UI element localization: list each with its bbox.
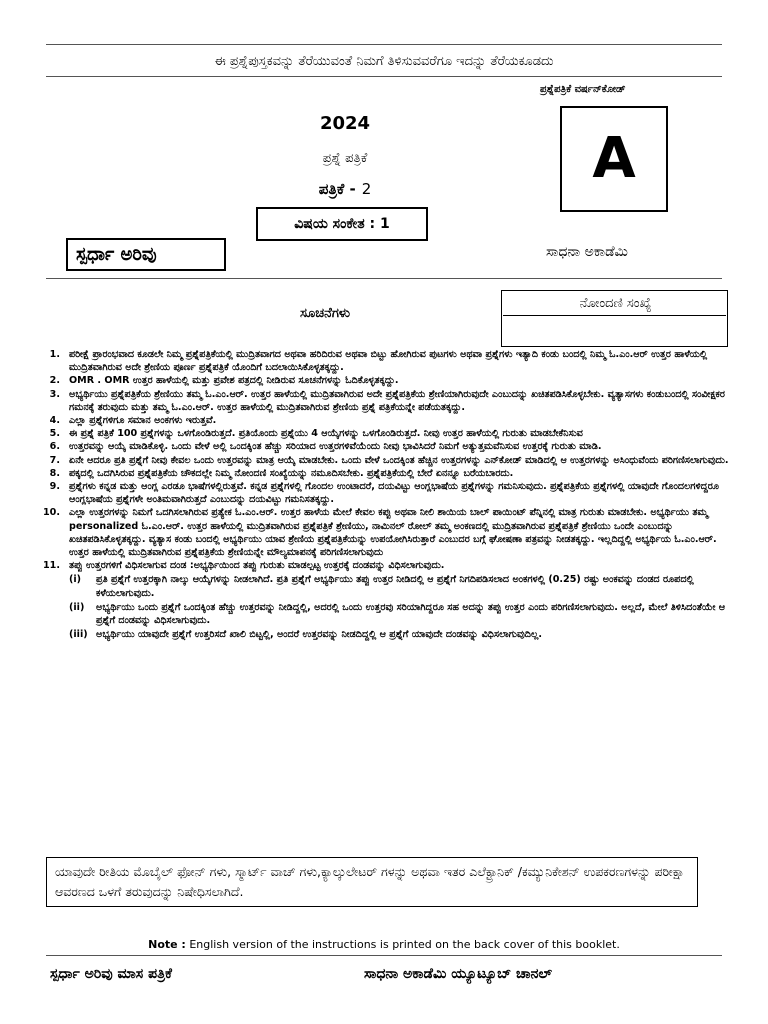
sub-instruction-number: (i) — [69, 574, 82, 586]
instruction-number: 4. — [49, 415, 60, 427]
instruction-item — [40, 454, 730, 467]
paper-number-value: 2 — [361, 180, 372, 198]
series-code-label: ಪ್ರಶ್ನೆಪತ್ರಿಕೆ ವರ್ಷನ್‌ಕೋಡ್ — [540, 84, 626, 95]
paper-label: ಪತ್ರಿಕೆ - — [318, 180, 356, 198]
instruction-item — [40, 427, 730, 440]
instruction-item — [40, 388, 730, 414]
series-code-box: A — [560, 106, 668, 212]
instruction-item — [40, 480, 730, 506]
sub-instruction-text: ಅಭ್ಯರ್ಥಿಯು ಒಂದು ಪ್ರಶ್ನೆಗೆ ಒಂದಕ್ಕಿಂತ ಹೆಚ್ಚು ಉತ್ತರವನ್ನು ನೀಡಿದ್ದಲ್ಲಿ, ಅದರಲ್ಲಿ ಒಂದು ಉತ್ತರವು ಸರಿಯಾಗಿದ್ದರೂ ಸಹ ಅದನ್ನು ತಪ್ಪು ಉತ್ತರ ಎಂದು ಪರಿಗಣಿಸಲಾಗುವುದು. ಅಲ್ಲದೆ, ಮೇಲೆ ತಿಳಿಸಿದಂತೆಯೇ ಆ ಪ್ರಶ್ನೆಗೆ ದಂಡವನ್ನು ವಿಧಿಸಲಾಗುವುದು. — [96, 601, 726, 627]
electronic-devices-notice: ಯಾವುದೇ ರೀತಿಯ ಮೊಬೈಲ್ ಫೋನ್ ಗಳು, ಸ್ಮಾರ್ಟ್ ವಾಚ್ ಗಳು,ಕ್ಯಾಲ್ಕುಲೇಟರ್ ಗಳನ್ನು ಅಥವಾ ಇತರ ಎಲೆಕ್ಟ್ರಾನಿಕ್ /ಕಮ್ಯುನಿಕೇಶನ್ ಉಪಕರಣಗಳನ್ನು ಪರೀಕ್ಷಾ ಆವರಣದ ಒಳಗೆ ತರುವುದನ್ನು ನಿಷೇಧಿಸಲಾಗಿದೆ. — [46, 857, 698, 907]
instruction-number: 9. — [49, 481, 60, 493]
instruction-number: 6. — [49, 441, 60, 453]
sub-instruction-number: (ii) — [69, 601, 85, 613]
english-version-note — [0, 938, 768, 951]
do-not-open-warning: ಈ ಪ್ರಶ್ನೆಪುಸ್ತಕವನ್ನು ತೆರೆಯುವಂತೆ ನಿಮಗೆ ತಿಳಿಸುವವರೆಗೂ ಇದನ್ನು ತೆರೆಯಕೂಡದು — [214, 54, 554, 69]
instruction-text: ಎಲ್ಲಾ ಉತ್ತರಗಳನ್ನು ನಿಮಗೆ ಒದಗಿಸಲಾಗಿರುವ ಪ್ರತ್ಯೇಕ ಓ.ಎಂ.ಆರ್. ಉತ್ತರ ಹಾಳೆಯ ಮೇಲೆ ಕೇವಲ ಕಪ್ಪು ಅಥವಾ ನೀಲಿ ಶಾಯಿಯ ಬಾಲ್ ಪಾಯಿಂಟ್ ಪೆನ್ನಿನಲ್ಲಿ ಮಾತ್ರ ಗುರುತು ಮಾಡಬೇಕು. ಅಭ್ಯರ್ಥಿಯು ತಮ್ಮ personalized ಓ.ಎಂ.ಆರ್. ಉತ್ತರ ಹಾಳೆಯಲ್ಲಿ ಮುದ್ರಿತವಾಗಿರುವ ಪ್ರಶ್ನೆಪತ್ರಿಕೆ ಶ್ರೇಣಿಯು, ನಾಮಿನಲ್ ರೋಲ್ ತಮ್ಮ ಅಂಕಣದಲ್ಲಿ ಮುದ್ರಿತವಾಗಿರುವ ಪ್ರಶ್ನೆಪತ್ರಿಕೆ ಶ್ರೇಣಿಯು ಒಂದೇ ಎಂಬುದನ್ನು ಖಚಿತಪಡಿಸಿಕೊಳ್ಳತಕ್ಕದ್ದು. ವ್ಯತ್ಯಾಸ ಕಂಡು ಬಂದಲ್ಲಿ ಅಭ್ಯರ್ಥಿಯು ಯಾವ ಶ್ರೇಣಿಯ ಪ್ರಶ್ನೆಪತ್ರಿಕೆಯನ್ನು ಉಪಯೋಗಿಸಿರುತ್ತಾರೆ ಎಂಬುದರ ಬಗ್ಗೆ ಘೋಷಣಾ ಪತ್ರವನ್ನು ನೀಡತಕ್ಕದ್ದು. ಇಲ್ಲದಿದ್ದಲ್ಲಿ ಅಭ್ಯರ್ಥಿಯ ಓ.ಎಂ.ಆರ್. ಉತ್ತರ ಹಾಳೆಯಲ್ಲಿ ಮುದ್ರಿತವಾಗಿರುವ ಪ್ರಶ್ನೆಪತ್ರಿಕೆಯ ಶ್ರೇಣಿಯನ್ನೇ ಮೌಲ್ಯಮಾಪನಕ್ಕೆ ಪರಿಗಣಿಸಲಾಗುವುದು — [69, 507, 717, 559]
instruction-text: ಉತ್ತರವನ್ನು ಆಯ್ಕೆ ಮಾಡಿಕೊಳ್ಳಿ. ಒಂದು ವೇಳೆ ಅಲ್ಲಿ ಒಂದಕ್ಕಿಂತ ಹೆಚ್ಚು ಸರಿಯಾದ ಉತ್ತರಗಳಿವೆಯೆಂದು ನೀವು ಭಾವಿಸಿದರೆ ನಿಮಗೆ ಅತ್ಯುತ್ತಮವೆನಿಸುವ ಉತ್ತರಕ್ಕೆ ಗುರುತು ಮಾಡಿ. — [69, 441, 602, 453]
academy-name: ಸಾಧನಾ ಅಕಾಡೆಮಿ — [546, 244, 628, 260]
top-rule-2 — [46, 76, 722, 77]
sub-instruction-text: ಅಭ್ಯರ್ಥಿಯು ಯಾವುದೇ ಪ್ರಶ್ನೆಗೆ ಉತ್ತರಿಸದೆ ಖಾಲಿ ಬಿಟ್ಟಲ್ಲಿ, ಅಂದರೆ ಉತ್ತರವನ್ನು ನೀಡದಿದ್ದಲ್ಲಿ ಆ ಪ್ರಶ್ನೆಗೆ ಯಾವುದೇ ದಂಡವನ್ನು ವಿಧಿಸಲಾಗುವುದಿಲ್ಲ. — [96, 629, 542, 641]
instruction-number: 2. — [49, 375, 60, 387]
instruction-item — [40, 374, 730, 387]
instruction-item — [40, 414, 730, 427]
instruction-number: 5. — [49, 428, 60, 440]
instruction-text: ಅಭ್ಯರ್ಥಿಯು ಪ್ರಶ್ನೆಪತ್ರಿಕೆಯ ಶ್ರೇಣಿಯು ತಮ್ಮ ಓ.ಎಂ.ಆರ್. ಉತ್ತರ ಹಾಳೆಯಲ್ಲಿ ಮುದ್ರಿತವಾಗಿರುವ ಅದೇ ಪ್ರಶ್ನೆಪತ್ರಿಕೆಯ ಶ್ರೇಣಿಯಾಗಿರುವುದೇ ಎಂಬುದನ್ನು ಖಚಿತಪಡಿಸಿಕೊಳ್ಳಬೇಕು. ವ್ಯತ್ಯಾಸಗಳು ಕಂಡುಬಂದಲ್ಲಿ ಸಂವೀಕ್ಷಕರ ಗಮನಕ್ಕೆ ತರುವುದು ಮತ್ತು ತಮ್ಮ ಓ.ಎಂ.ಆರ್. ಉತ್ತರ ಹಾಳೆಯಲ್ಲಿ ಮುದ್ರಿತವಾಗಿರುವ ಶ್ರೇಣಿಯ ಪ್ರಶ್ನೆ ಪತ್ರಿಕೆಯನ್ನೇ ಪಡೆಯತಕ್ಕದ್ದು. — [69, 388, 725, 413]
instruction-item — [40, 467, 730, 480]
header-divider — [46, 278, 722, 279]
instruction-text: ಈ ಪ್ರಶ್ನೆ ಪತ್ರಿಕೆ 100 ಪ್ರಶ್ನೆಗಳನ್ನು ಒಳಗೊಂಡಿರುತ್ತದೆ. ಪ್ರತಿಯೊಂದು ಪ್ರಶ್ನೆಯು 4 ಆಯ್ಕೆಗಳನ್ನು ಒಳಗೊಂಡಿರುತ್ತದೆ. ನೀವು ಉತ್ತರ ಹಾಳೆಯಲ್ಲಿ ಗುರುತು ಮಾಡಬೇಕೆನಿಸುವ — [69, 428, 583, 440]
instruction-number: 3. — [49, 388, 60, 400]
brand-box: ಸ್ಪರ್ಧಾ ಅರಿವು — [66, 238, 226, 271]
footer-magazine-name: ಸ್ಪರ್ಧಾ ಅರಿವು ಮಾಸ ಪತ್ರಿಕೆ — [50, 966, 172, 982]
sub-instruction-item — [40, 573, 730, 599]
instruction-number: 8. — [49, 467, 60, 479]
sub-instruction-text: ಪ್ರತಿ ಪ್ರಶ್ನೆಗೆ ಉತ್ತರಕ್ಕಾಗಿ ನಾಲ್ಕು ಆಯ್ಕೆಗಳನ್ನು ನೀಡಲಾಗಿದೆ. ಪ್ರತಿ ಪ್ರಶ್ನೆಗೆ ಅಭ್ಯರ್ಥಿಯು ತಪ್ಪು ಉತ್ತರ ನೀಡಿದಲ್ಲಿ ಆ ಪ್ರಶ್ನೆಗೆ ನಿಗದಿಪಡಿಸಲಾದ ಅಂಕಗಳಲ್ಲಿ (0.25) ರಷ್ಟು ಅಂಕವನ್ನು ದಂಡದ ರೂಪದಲ್ಲಿ ಕಳೆಯಲಾಗುವುದು. — [96, 574, 694, 599]
instruction-number: 7. — [49, 454, 60, 466]
question-paper-title: ಪ್ರಶ್ನೆ ಪತ್ರಿಕೆ — [322, 151, 368, 166]
instruction-item — [40, 440, 730, 453]
registration-label: ನೋಂದಣಿ ಸಂಖ್ಯೆ — [579, 296, 652, 311]
instruction-item — [40, 348, 730, 374]
instruction-text: ಪಕ್ಕದಲ್ಲಿ ಒದಗಿಸಿರುವ ಪ್ರಶ್ನೆಪತ್ರಿಕೆಯ ಚೌಕದಲ್ಲೇ ನಿಮ್ಮ ನೋಂದಣಿ ಸಂಖ್ಯೆಯನ್ನು ನಮೂದಿಸಬೇಕು. ಪ್ರಶ್ನೆಪತ್ರಿಕೆಯಲ್ಲಿ ಬೇರೆ ಏನನ್ನೂ ಬರೆಯಬಾರದು. — [69, 467, 514, 479]
instructions-list — [40, 348, 730, 641]
note-label: Note : — [148, 938, 186, 951]
exam-year: 2024 — [319, 113, 371, 134]
instruction-item — [40, 506, 730, 559]
instruction-number: 11. — [43, 560, 60, 572]
footer-rule — [46, 955, 722, 956]
sub-instruction-item — [40, 601, 730, 627]
subject-code-box: ವಿಷಯ ಸಂಕೇತ : 1 — [256, 207, 428, 241]
instruction-text: OMR . OMR ಉತ್ತರ ಹಾಳೆಯಲ್ಲಿ ಮತ್ತು ಪ್ರವೇಶ ಪತ್ರದಲ್ಲಿ ನೀಡಿರುವ ಸೂಚನೆಗಳನ್ನು ಓದಿಕೊಳ್ಳತಕ್ಕದ್ದು. — [69, 375, 399, 387]
instruction-text: ಪರೀಕ್ಷೆ ಪ್ರಾರಂಭವಾದ ಕೂಡಲೇ ನಿಮ್ಮ ಪ್ರಶ್ನೆಪತ್ರಿಕೆಯಲ್ಲಿ ಮುದ್ರಿತವಾಗದ ಅಥವಾ ಹರಿದಿರುವ ಅಥವಾ ಬಿಟ್ಟು ಹೋಗಿರುವ ಪುಟಗಳು ಅಥವಾ ಪ್ರಶ್ನೆಗಳು ಇತ್ಯಾದಿ ಕಂಡು ಬಂದಲ್ಲಿ ನಿಮ್ಮ ಓ.ಎಂ.ಆರ್ ಉತ್ತರ ಹಾಳೆಯಲ್ಲಿ ಮುದ್ರಿತವಾಗಿರುವ ಅದೇ ಶ್ರೇಣಿಯ ಪೂರ್ಣ ಪ್ರಶ್ನೆಪತ್ರಿಕೆ ಯೊಂದಿಗೆ ಬದಲಾಯಿಸಿಕೊಳ್ಳತಕ್ಕದ್ದು. — [69, 349, 708, 374]
instruction-text: ಪ್ರಶ್ನೆಗಳು ಕನ್ನಡ ಮತ್ತು ಆಂಗ್ಲ ಎರಡೂ ಭಾಷೆಗಳಲ್ಲಿರುತ್ತವೆ. ಕನ್ನಡ ಪ್ರಶ್ನೆಗಳಲ್ಲಿ ಗೊಂದಲ ಉಂಟಾದರೆ, ದಯವಿಟ್ಟು ಆಂಗ್ಲಭಾಷೆಯ ಪ್ರಶ್ನೆಗಳನ್ನು ಗಮನಿಸುವುದು. ಪ್ರಶ್ನೆಪತ್ರಿಕೆಯ ಪ್ರಶ್ನೆಗಳಲ್ಲಿ ಯಾವುದೇ ಗೊಂದಲಗಳಿದ್ದರೂ ಆಂಗ್ಲಭಾಷೆಯ ಪ್ರಶ್ನೆಗಳೇ ಅಂತಿಮವಾಗಿರುತ್ತದೆ ಎಂಬುದನ್ನು ದಯವಿಟ್ಟು ಗಮನಿಸತಕ್ಕದ್ದು. — [69, 481, 719, 506]
instruction-text: ಎಲ್ಲಾ ಪ್ರಶ್ನೆಗಳಿಗೂ ಸಮಾನ ಅಂಕಗಳು ಇರುತ್ತವೆ. — [69, 415, 217, 427]
note-text: English version of the instructions is printed on the back cover of this booklet. — [189, 938, 620, 951]
instructions-title: ಸೂಚನೆಗಳು — [300, 306, 351, 321]
instruction-item — [40, 559, 730, 572]
registration-divider — [503, 315, 726, 316]
instruction-number: 1. — [49, 349, 60, 360]
sub-instruction-item — [40, 628, 730, 641]
instruction-number: 10. — [43, 507, 60, 519]
instruction-text: ಏನೇ ಆದರೂ ಪ್ರತಿ ಪ್ರಶ್ನೆಗೆ ನೀವು ಕೇವಲ ಒಂದು ಉತ್ತರವನ್ನು ಮಾತ್ರ ಆಯ್ಕೆ ಮಾಡಬೇಕು. ಒಂದು ವೇಳೆ ಒಂದಕ್ಕಿಂತ ಹೆಚ್ಚಿನ ಉತ್ತರಗಳನ್ನು ಎನ್‌ಕೋಡ್ ಮಾಡಿದಲ್ಲಿ ಆ ಉತ್ತರಗಳನ್ನು ಅಸಿಂಧುವೆಂದು ಪರಿಗಣಿಸಲಾಗುವುದು. — [69, 454, 729, 466]
footer-youtube-channel: ಸಾಧನಾ ಅಕಾಡೆಮಿ ಯ್ಯೂಟ್ಯೂಬ್ ಚಾನಲ್ — [364, 966, 552, 982]
top-rule — [46, 44, 722, 45]
instruction-text: ತಪ್ಪು ಉತ್ತರಗಳಿಗೆ ವಿಧಿಸಲಾಗುವ ದಂಡ :ಅಭ್ಯರ್ಥಿಯಿಂದ ತಪ್ಪು ಗುರುತು ಮಾಡಲ್ಪಟ್ಟ ಉತ್ತರಕ್ಕೆ ದಂಡವನ್ನು ವಿಧಿಸಲಾಗುವುದು. — [69, 560, 445, 572]
registration-number-box[interactable] — [501, 290, 728, 347]
sub-instruction-number: (iii) — [69, 629, 88, 641]
paper-number — [270, 180, 420, 198]
